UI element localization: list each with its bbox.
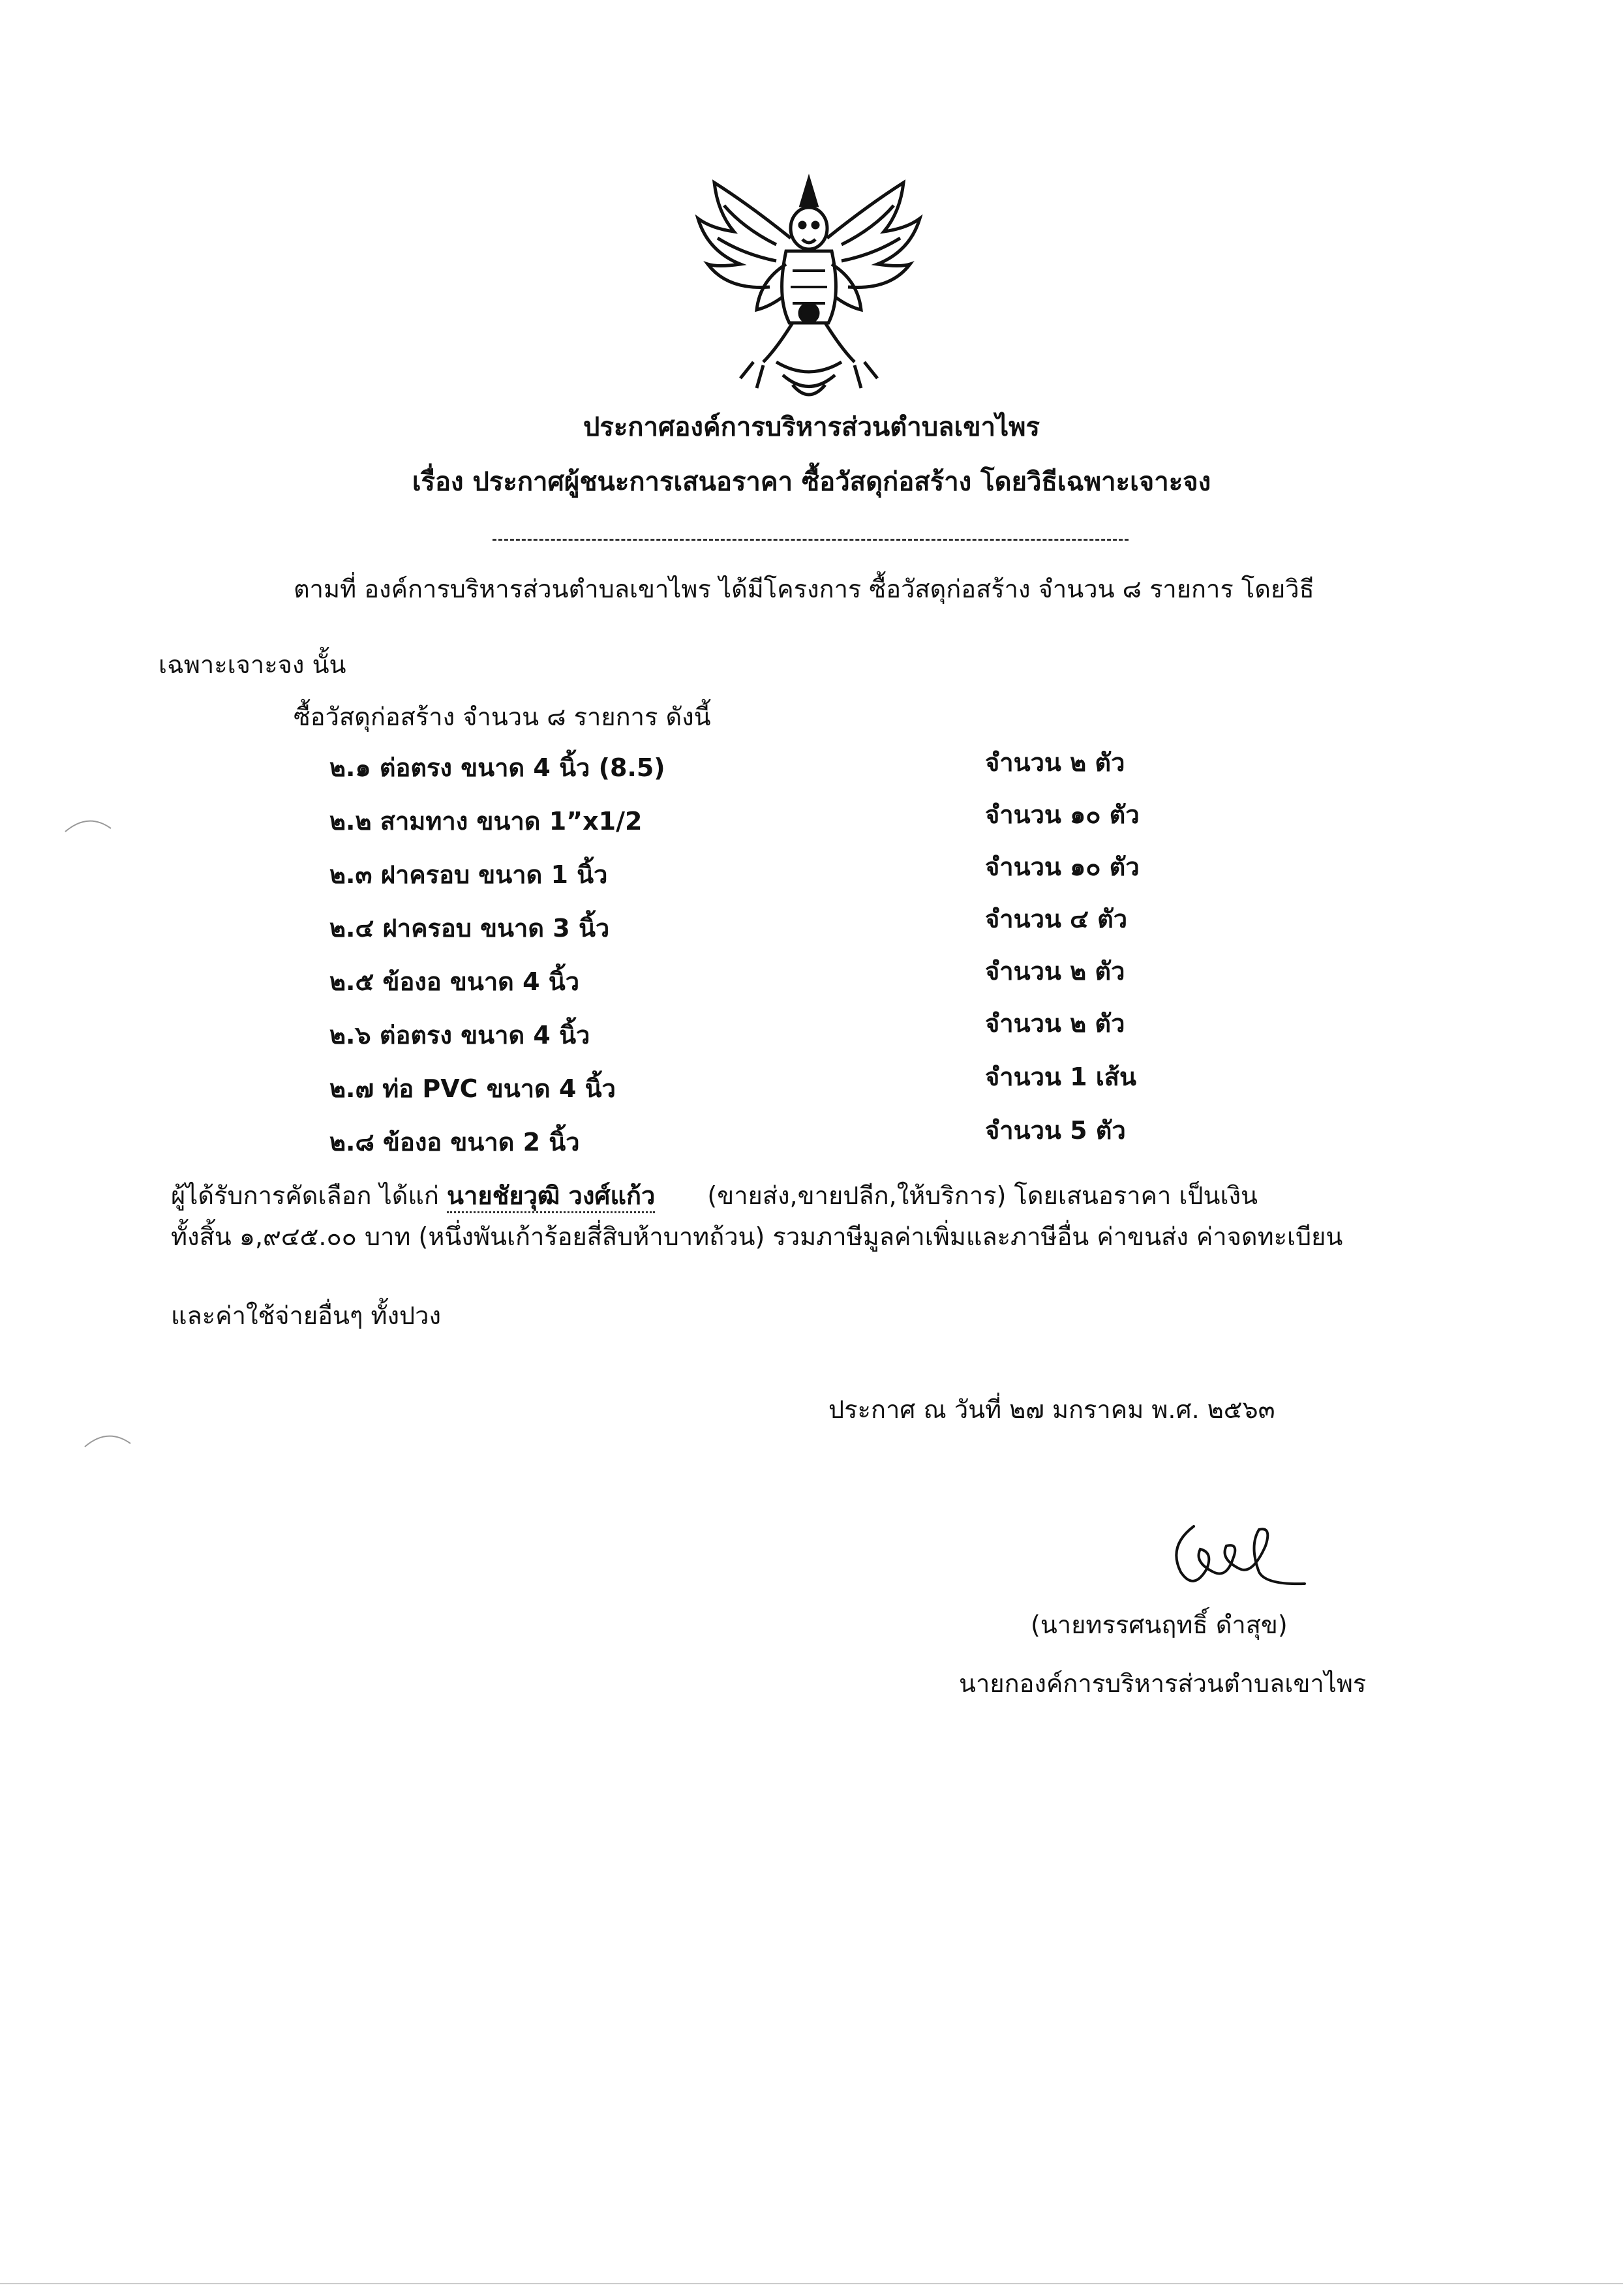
item-quantity: จำนวน 1 เส้น xyxy=(985,1063,1136,1091)
punch-hole-mark xyxy=(62,812,114,838)
list-item: ๒.๕ ข้องอ ขนาด 4 นิ้ว xyxy=(329,967,580,996)
list-item: ๒.๘ ข้องอ ขนาด 2 นิ้ว xyxy=(329,1128,580,1156)
item-quantity: จำนวน ๒ ตัว xyxy=(985,1009,1125,1038)
list-item: ๒.๑ ต่อตรง ขนาด 4 นิ้ว (8.5) xyxy=(329,753,665,782)
punch-hole-mark xyxy=(82,1427,134,1453)
award-total-line2: และค่าใช้จ่ายอื่นๆ ทั้งปวง xyxy=(171,1301,442,1330)
item-quantity: จำนวน ๒ ตัว xyxy=(985,748,1125,777)
award-line xyxy=(171,1175,1258,1215)
award-total-line: ทั้งสิ้น ๑,๙๔๕.๐๐ บาท (หนึ่งพันเก้าร้อยสี่สิบห้าบาทถ้วน) รวมภาษีมูลค่าเพิ่มและภาษีอื่น ค่าขนส่ง ค่าจดทะเบียน xyxy=(171,1222,1343,1251)
intro-text-line2: เฉพาะเจาะจง นั้น xyxy=(159,650,346,679)
scan-edge-line xyxy=(0,2283,1623,2284)
signer-title: นายกองค์การบริหารส่วนตำบลเขาไพร xyxy=(959,1669,1367,1698)
award-prefix: ผู้ได้รับการคัดเลือก ได้แก่ xyxy=(171,1181,447,1210)
list-item: ๒.๗ ท่อ PVC ขนาด 4 นิ้ว xyxy=(329,1074,616,1103)
handwritten-signature xyxy=(1155,1507,1318,1598)
list-intro: ซื้อวัสดุก่อสร้าง จำนวน ๘ รายการ ดังนี้ xyxy=(294,702,711,731)
winner-name: นายชัยวุฒิ วงศ์แก้ว xyxy=(447,1181,655,1213)
list-item: ๒.๒ สามทาง ขนาด 1”x1/2 xyxy=(329,807,643,836)
announcement-date: ประกาศ ณ วันที่ ๒๗ มกราคม พ.ศ. ๒๕๖๓ xyxy=(828,1395,1275,1424)
item-quantity: จำนวน 5 ตัว xyxy=(985,1116,1126,1145)
list-item: ๒.๓ ฝาครอบ ขนาด 1 นิ้ว xyxy=(329,860,608,889)
award-suffix: (ขายส่ง,ขายปลีก,ให้บริการ) โดยเสนอราคา เป็นเงิน xyxy=(707,1181,1258,1210)
subject-line: เรื่อง ประกาศผู้ชนะการเสนอราคา ซื้อวัสดุก่อสร้าง โดยวิธีเฉพาะเจาะจง xyxy=(412,467,1211,497)
item-quantity: จำนวน ๔ ตัว xyxy=(985,905,1128,933)
org-title: ประกาศองค์การบริหารส่วนตำบลเขาไพร xyxy=(583,412,1040,442)
signer-name: (นายทรรศนฤทธิ์ ดำสุข) xyxy=(1031,1610,1288,1639)
item-quantity: จำนวน ๑๐ ตัว xyxy=(985,853,1140,881)
list-item: ๒.๔ ฝาครอบ ขนาด 3 นิ้ว xyxy=(329,914,610,943)
list-item: ๒.๖ ต่อตรง ขนาด 4 นิ้ว xyxy=(329,1021,590,1050)
garuda-emblem-icon xyxy=(678,166,939,408)
item-quantity: จำนวน ๒ ตัว xyxy=(985,957,1125,986)
dashed-divider xyxy=(493,539,1129,541)
item-quantity: จำนวน ๑๐ ตัว xyxy=(985,800,1140,829)
intro-text-line1: ตามที่ องค์การบริหารส่วนตำบลเขาไพร ได้มีโครงการ ซื้อวัสดุก่อสร้าง จำนวน ๘ รายการ โดยวิธี xyxy=(294,575,1314,603)
